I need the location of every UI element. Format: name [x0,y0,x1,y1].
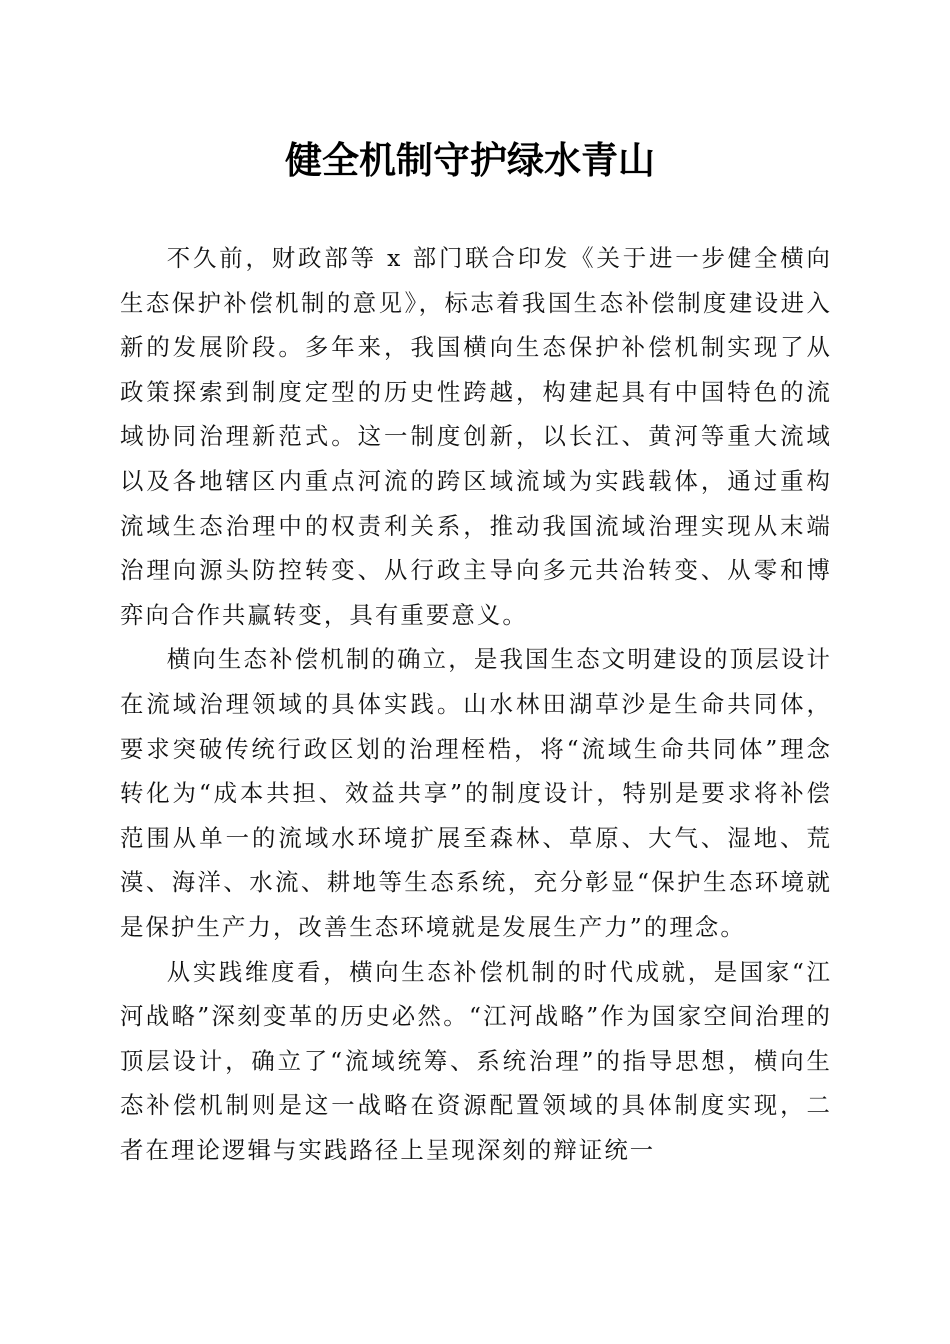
document-body [120,236,832,1172]
paragraph-1: 不久前，财政部等 x 部门联合印发《关于进一步健全横向生态保护补偿机制的意见》，标志着我国生态补偿制度建设进入新的发展阶段。多年来，我国横向生态保护补偿机制实现了从政策探索到制度定型的历史性跨越，构建起具有中国特色的流域协同治理新范式。这一制度创新，以长江、黄河等重大流域以及各地辖区内重点河流的跨区域流域为实践载体，通过重构流域生态治理中的权责利关系，推动我国流域治理实现从末端治理向源头防控转变、从行政主导向多元共治转变、从零和博弈向合作共赢转变，具有重要意义。 [120,244,832,629]
document-title: 健全机制守护绿水青山 [285,138,655,182]
paragraph-2: 横向生态补偿机制的确立，是我国生态文明建设的顶层设计在流域治理领域的具体实践。山水林田湖草沙是生命共同体，要求突破传统行政区划的治理桎梏，将“流域生命共同体”理念转化为“成本共担、效益共享”的制度设计，特别是要求将补偿范围从单一的流域水环境扩展至森林、草原、大气、湿地、荒漠、海洋、水流、耕地等生态系统，充分彰显“保护生态环境就是保护生产力，改善生态环境就是发展生产力”的理念。 [120,645,832,941]
paragraph-3: 从实践维度看，横向生态补偿机制的时代成就，是国家“江河战略”深刻变革的历史必然。“江河战略”作为国家空间治理的顶层设计，确立了“流域统筹、系统治理”的指导思想，横向生态补偿机制则是这一战略在资源配置领域的具体制度实现，二者在理论逻辑与实践路径上呈现深刻的辩证统一 [120,957,832,1164]
